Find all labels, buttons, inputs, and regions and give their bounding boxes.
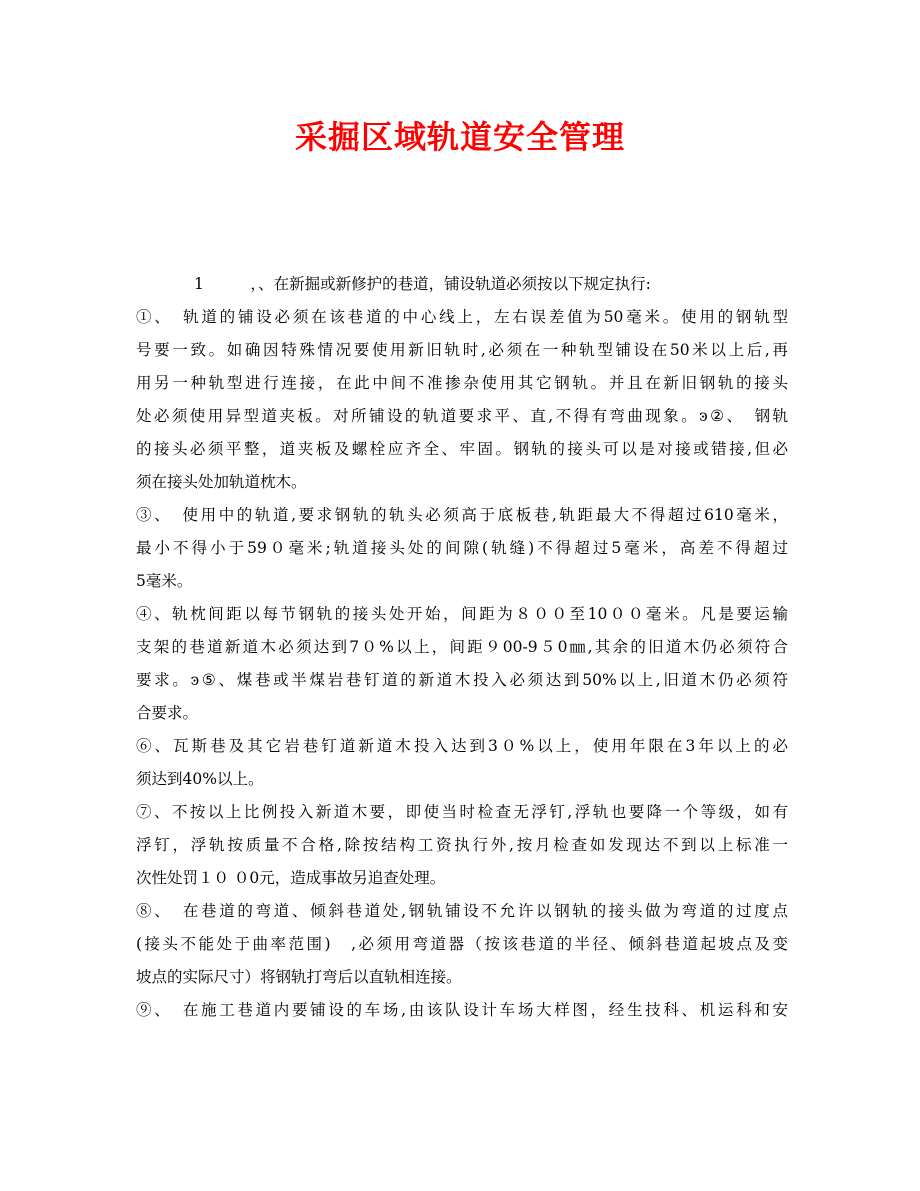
paragraph-line: 最小不得小于59０毫米;轨道接头处的间隙(轨缝)不得超过5毫米，高差不得超过 — [136, 539, 788, 557]
paragraph-line: 须在接头处加轨道枕木。 — [136, 473, 307, 491]
paragraph-line: ⑧、 在巷道的弯道、倾斜巷道处,钢轨铺设不允许以钢轨的接头做为弯道的过度点 — [136, 902, 788, 920]
paragraph-line: ①、 轨道的铺设必须在该巷道的中心线上，左右误差值为50毫米。使用的钢轨型 — [136, 308, 788, 326]
paragraph-line: 次性处罚１０ ０0元，造成事故另追查处理。 — [136, 869, 446, 887]
document-body — [136, 268, 788, 1027]
paragraph-line: ⑦、不按以上比例投入新道木要，即使当时检查无浮钉,浮轨也要降一个等级，如有 — [136, 803, 788, 821]
paragraph-line: ⑥、瓦斯巷及其它岩巷钉道新道木投入达到3０%以上，使用年限在3年以上的必 — [136, 737, 788, 755]
paragraph-line: 5毫米。 — [136, 572, 193, 590]
paragraph-line: 浮钉，浮轨按质量不合格,除按结构工资执行外,按月检查如发现达不到以上标准一 — [136, 836, 788, 854]
paragraph-line: 的接头必须平整，道夹板及螺栓应齐全、牢固。钢轨的接头可以是对接或错接,但必 — [136, 440, 788, 458]
paragraph-line: 要求。ͽ⑤、煤巷或半煤岩巷钉道的新道木投入必须达到50%以上,旧道木仍必须符 — [136, 671, 788, 689]
paragraph-line: 1 ，、在新掘或新修护的巷道，铺设轨道必须按以下规定执行: — [194, 275, 651, 293]
paragraph-line: 处必须使用异型道夹板。对所铺设的轨道要求平、直,不得有弯曲现象。ͽ②、 钢轨 — [136, 407, 788, 425]
paragraph-line: (接头不能处于曲率范围) ,必须用弯道器（按该巷道的半径、倾斜巷道起坡点及变 — [136, 935, 788, 953]
paragraph-line: 用另一种轨型进行连接，在此中间不准掺杂使用其它钢轨。并且在新旧钢轨的接头 — [136, 374, 788, 392]
paragraph-line: ⑨、 在施工巷道内要铺设的车场,由该队设计车场大样图，经生技科、机运科和安 — [136, 1001, 788, 1019]
paragraph-line: 号要一致。如确因特殊情况要使用新旧轨时,必须在一种轨型铺设在50米以上后,再 — [136, 341, 788, 359]
paragraph-line: ④、轨枕间距以每节钢轨的接头处开始，间距为８００至10００毫米。凡是要运输 — [136, 605, 788, 623]
paragraph-line: ③、 使用中的轨道,要求钢轨的轨头必须高于底板巷,轨距最大不得超过610毫米， — [136, 506, 788, 524]
paragraph-line: 合要求。 — [136, 704, 199, 722]
paragraph-line: 支架的巷道新道木必须达到7０%以上，间距９00-9５0㎜,其余的旧道木仍必须符合 — [136, 638, 788, 656]
paragraph-line: 须达到40%以上。 — [136, 770, 264, 788]
document-title: 采掘区域轨道安全管理 — [294, 118, 625, 156]
paragraph-line: 坡点的实际尺寸）将钢轨打弯后以直轨相连接。 — [136, 968, 462, 986]
